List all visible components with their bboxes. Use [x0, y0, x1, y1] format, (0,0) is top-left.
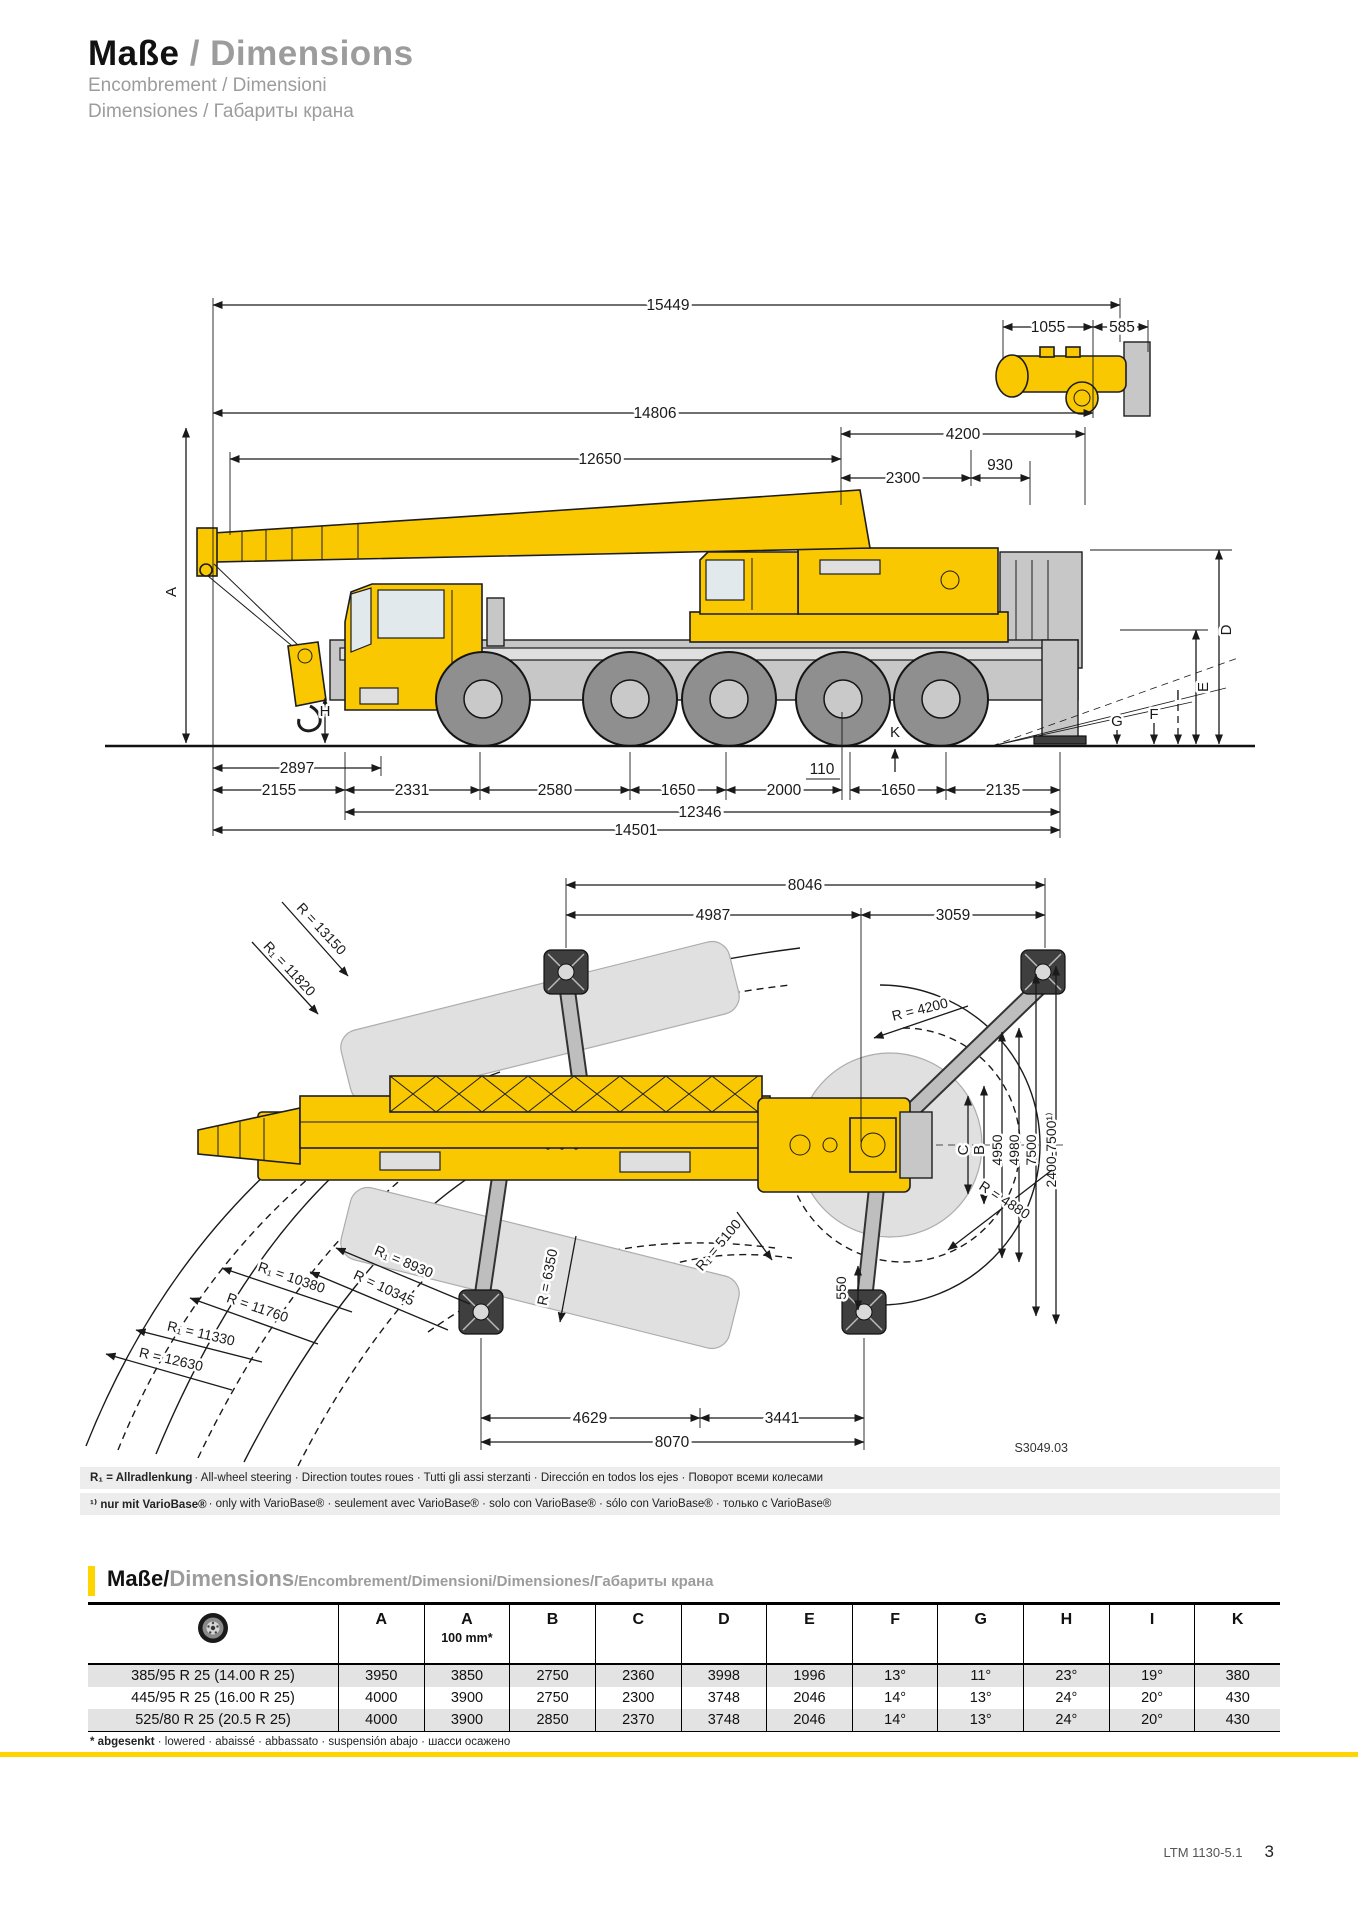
cell-H: 23°: [1023, 1665, 1109, 1687]
radius-6350: R = 6350: [533, 1247, 561, 1307]
page-title-secondary: Dimensions: [210, 34, 414, 73]
tire-size: 385/95 R 25 (14.00 R 25): [131, 1668, 295, 1684]
dim-585: 585: [1109, 319, 1135, 336]
cell-C: 2370: [595, 1709, 681, 1731]
dim-14806: 14806: [633, 405, 677, 422]
tire-size: 445/95 R 25 (16.00 R 25): [131, 1690, 295, 1706]
hook-icon: [299, 706, 321, 731]
cell-K: 430: [1194, 1687, 1280, 1709]
tire-icon: [196, 1611, 230, 1645]
table-footnote-lead: * abgesenkt: [90, 1736, 155, 1748]
dim-7500: 7500: [1023, 1134, 1039, 1166]
radius-13150: R = 13150: [293, 899, 350, 958]
radius-5100: R₁ = 5100: [692, 1215, 745, 1274]
dim-2300: 2300: [885, 470, 921, 487]
cell-F: 14°: [852, 1687, 938, 1709]
dim-1650-rear: 1650: [880, 782, 916, 799]
dim-4629: 4629: [572, 1410, 608, 1427]
dim-1055: 1055: [1030, 319, 1066, 336]
cell-B: 2750: [509, 1665, 595, 1687]
dim-930: 930: [987, 457, 1013, 474]
cell-A: 4000: [338, 1709, 424, 1731]
cell-B: 2850: [509, 1709, 595, 1731]
letter-B: B: [971, 1144, 988, 1156]
table-title-primary: Maße/: [107, 1566, 170, 1591]
radius-10345: R = 10345: [351, 1266, 417, 1309]
note-variobase: [80, 1493, 1280, 1515]
table-row: [88, 1709, 1280, 1731]
outrigger-pad: [1021, 950, 1065, 994]
page-footer: [1164, 1842, 1274, 1862]
dim-4980: 4980: [1006, 1134, 1022, 1166]
cell-F: 13°: [852, 1665, 938, 1687]
tire-column-header: [88, 1605, 338, 1663]
note1-lead: R₁ = Allradlenkung: [90, 1472, 193, 1484]
dim-2580: 2580: [537, 782, 573, 799]
radius-4200: R = 4200: [890, 994, 950, 1024]
rear-outrigger: [1042, 640, 1078, 738]
cell-D: 3748: [681, 1687, 767, 1709]
cell-A100: 3900: [424, 1709, 510, 1731]
table-footnote-rest: · lowered · abaissé · abbassato · suspensión abajo · шасси осажено: [154, 1736, 511, 1748]
dim-4987: 4987: [695, 907, 731, 924]
footer-accent-bar: [0, 1752, 1358, 1757]
dim-550: 550: [833, 1276, 849, 1300]
dim-2400-7500: 2400-7500¹⁾: [1043, 1112, 1059, 1188]
model-designation: LTM 1130-5.1: [1163, 1845, 1243, 1860]
dimensions-table-section: [88, 1566, 1280, 1748]
letter-I: I: [1175, 687, 1181, 704]
col-header-D: D: [681, 1605, 767, 1663]
cell-H: 24°: [1023, 1709, 1109, 1731]
dim-8070: 8070: [654, 1434, 690, 1451]
hook-block: [288, 642, 326, 706]
dim-2897: 2897: [279, 760, 315, 777]
letter-G: G: [1111, 713, 1123, 730]
letter-F: F: [1149, 706, 1159, 723]
radius-11330: R₁ = 11330: [165, 1317, 237, 1349]
dim-8046: 8046: [787, 877, 823, 894]
letter-C: C: [955, 1144, 972, 1156]
col-header-G: G: [937, 1605, 1023, 1663]
letter-K: K: [889, 724, 901, 741]
radius-8930: R₁ = 8930: [372, 1241, 436, 1281]
page-title-primary: Maße: [88, 34, 180, 73]
page-subtitle-2: Dimensiones / Габариты крана: [88, 101, 354, 123]
col-header-E: E: [766, 1605, 852, 1663]
dim-2155: 2155: [261, 782, 297, 799]
cell-D: 3998: [681, 1665, 767, 1687]
turntable: [690, 612, 1008, 642]
page-header: [88, 36, 414, 126]
cell-C: 2360: [595, 1665, 681, 1687]
cell-I: 20°: [1109, 1687, 1195, 1709]
col-header-K: K: [1194, 1605, 1280, 1663]
outrigger-pad: [459, 1290, 503, 1334]
tire-size: 525/80 R 25 (20.5 R 25): [135, 1712, 291, 1728]
table-title-rest: /Encombrement/Dimensioni/Dimensiones/Габариты крана: [294, 1573, 714, 1590]
letter-D: D: [1218, 624, 1235, 636]
cell-K: 430: [1194, 1709, 1280, 1731]
letter-E: E: [1195, 681, 1212, 693]
yellow-accent-bar: [88, 1566, 95, 1596]
col-header-B: B: [509, 1605, 595, 1663]
page-number: 3: [1264, 1842, 1274, 1861]
cell-A: 3950: [338, 1665, 424, 1687]
radius-11760: R = 11760: [224, 1289, 291, 1326]
col-header-H: H: [1023, 1605, 1109, 1663]
col-header-A100: A 100 mm*: [424, 1605, 510, 1663]
cell-A100: 3850: [424, 1665, 510, 1687]
tail-top: [900, 1112, 932, 1178]
side-view-diagram: [105, 297, 1255, 839]
cell-I: 20°: [1109, 1709, 1195, 1731]
dimension-diagrams: [0, 230, 1358, 1480]
cell-A100: 3900: [424, 1687, 510, 1709]
letter-A: A: [163, 586, 180, 598]
page-title: [88, 36, 414, 73]
dim-3441: 3441: [764, 1410, 800, 1427]
drawing-code: S3049.03: [1014, 1441, 1068, 1455]
col-header-F: F: [852, 1605, 938, 1663]
lattice-jib-top: [390, 1076, 762, 1112]
dim-110: 110: [809, 761, 835, 778]
cell-B: 2750: [509, 1687, 595, 1709]
note1-rest: · All-wheel steering · Direction toutes roues · Tutti gli assi sterzanti · Dirección en todos los ejes · Поворот всеми колесами: [194, 1472, 824, 1484]
dimensions-table: [88, 1602, 1280, 1732]
cell-G: 13°: [937, 1709, 1023, 1731]
radius-11820: R₁ = 11820: [260, 938, 319, 1000]
engine-housing: [798, 548, 998, 614]
cell-E: 1996: [766, 1665, 852, 1687]
radius-4880: R = 4880: [976, 1177, 1034, 1223]
cell-D: 3748: [681, 1709, 767, 1731]
dim-4950: 4950: [989, 1134, 1005, 1166]
cell-G: 13°: [937, 1687, 1023, 1709]
table-row: [88, 1665, 1280, 1687]
col-header-A100-sub: 100 mm*: [441, 1631, 493, 1645]
table-title-secondary: Dimensions: [169, 1566, 295, 1591]
outrigger-pad: [544, 950, 588, 994]
boom-tip-top: [198, 1108, 300, 1164]
note-allwheel-steering: [80, 1467, 1280, 1489]
page-title-divider: /: [179, 34, 211, 73]
cell-C: 2300: [595, 1687, 681, 1709]
dim-2331: 2331: [394, 782, 430, 799]
dim-14501: 14501: [614, 822, 658, 839]
dim-2135: 2135: [985, 782, 1021, 799]
cell-G: 11°: [937, 1665, 1023, 1687]
radius-12630: R = 12630: [137, 1344, 205, 1375]
side-view-crane-drawing: [105, 342, 1255, 746]
dim-3059: 3059: [935, 907, 971, 924]
page-subtitle-1: Encombrement / Dimensioni: [88, 74, 327, 96]
cell-E: 2046: [766, 1687, 852, 1709]
cell-I: 19°: [1109, 1665, 1195, 1687]
top-view-diagram: [86, 877, 1068, 1466]
note2-rest: · only with VarioBase® · seulement avec VarioBase® · solo con VarioBase® · sólo con VarioBase® · только с VarioBase®: [208, 1498, 832, 1510]
radius-10380: R₁ = 10380: [256, 1258, 328, 1297]
dim-12650: 12650: [578, 451, 622, 468]
col-header-A: A: [338, 1605, 424, 1663]
dim-15449: 15449: [646, 297, 690, 314]
exhaust-stack: [487, 598, 504, 646]
col-header-C: C: [595, 1605, 681, 1663]
dim-12346: 12346: [678, 804, 722, 821]
dim-2000: 2000: [766, 782, 802, 799]
table-footnote: [88, 1736, 1280, 1748]
cell-H: 24°: [1023, 1687, 1109, 1709]
cell-A: 4000: [338, 1687, 424, 1709]
table-title: [88, 1566, 1280, 1596]
dim-4200: 4200: [945, 426, 981, 443]
cell-K: 380: [1194, 1665, 1280, 1687]
cell-F: 14°: [852, 1709, 938, 1731]
table-row: [88, 1687, 1280, 1709]
table-header-row: [88, 1605, 1280, 1665]
letter-H: H: [319, 703, 331, 720]
cell-E: 2046: [766, 1709, 852, 1731]
col-header-I: I: [1109, 1605, 1195, 1663]
boom-head-detail: [996, 342, 1150, 416]
note2-lead: ¹⁾ nur mit VarioBase®: [90, 1499, 207, 1511]
dim-1650-front: 1650: [660, 782, 696, 799]
